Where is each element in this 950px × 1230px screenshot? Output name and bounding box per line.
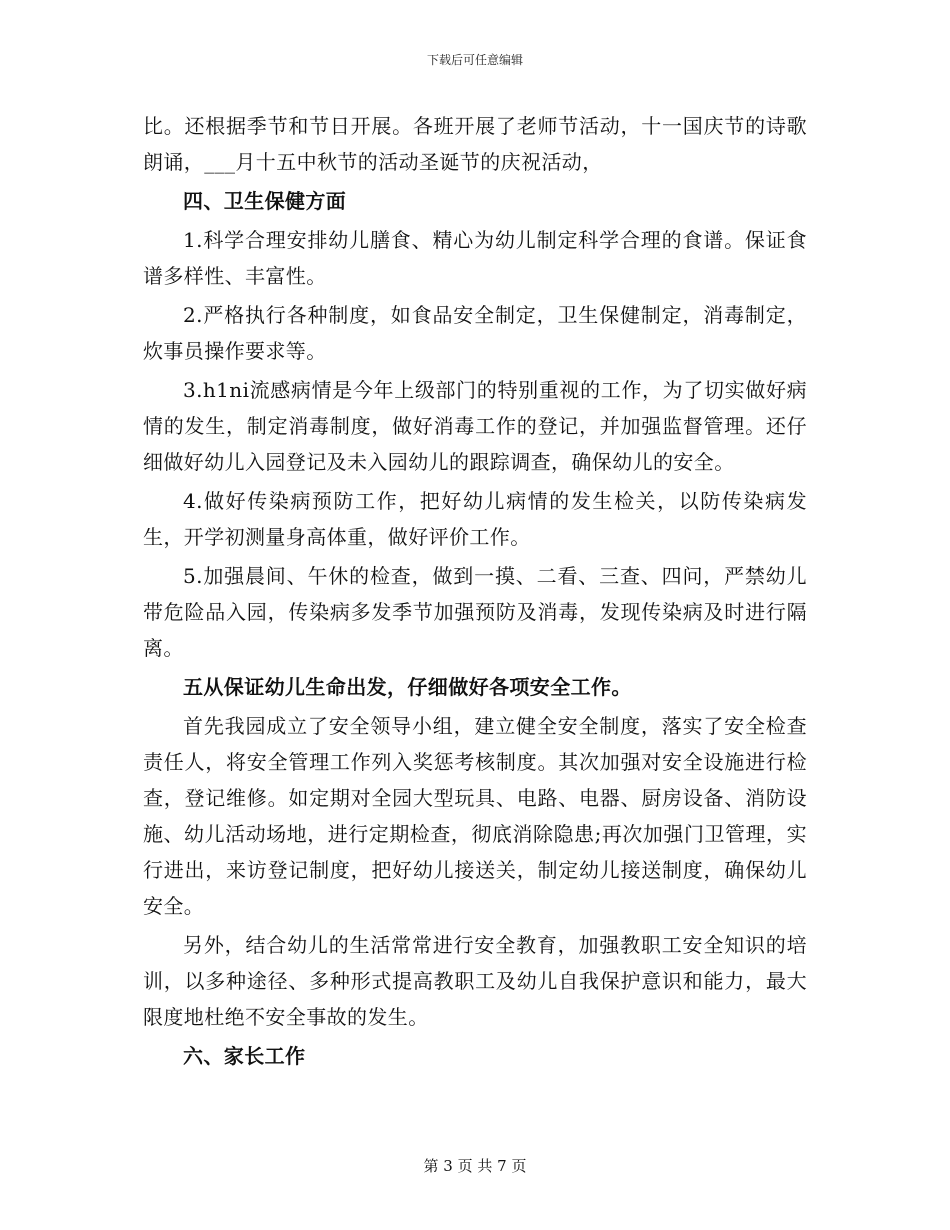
document-body — [143, 108, 807, 1074]
section-heading-parent-work: 六、家长工作 — [183, 1044, 306, 1068]
paragraph-item-5-inspection: 5.加强晨间、午休的检查，做到一摸、二看、三查、四问，严禁幼儿带危险品入园，传染病多发季节加强预防及消毒，发现传染病及时进行隔离。 — [143, 564, 807, 660]
paragraph-safety-measures: 首先我园成立了安全领导小组，建立健全安全制度，落实了安全检查责任人，将安全管理工作列入奖惩考核制度。其次加强对安全设施进行检查，登记维修。如定期对全园大型玩具、电路、电器、厨房设备、消防设施、幼儿活动场地，进行定期检查，彻底消除隐患;再次加强门卫管理，实行进出，来访登记制度，把好幼儿接送关，制定幼儿接送制度，确保幼儿安全。 — [143, 714, 807, 918]
page-number: 第 3 页 共 7 页 — [423, 1157, 527, 1175]
paragraph-item-3-flu: 3.h1ni流感病情是今年上级部门的特别重视的工作，为了切实做好病情的发生，制定消毒制度，做好消毒工作的登记，并加强监督管理。还仔细做好幼儿入园登记及未入园幼儿的跟踪调查，确保幼儿的安全。 — [143, 378, 807, 474]
paragraph-safety-education: 另外，结合幼儿的生活常常进行安全教育，加强教职工安全知识的培训，以多种途径、多种形式提高教职工及幼儿自我保护意识和能力，最大限度地杜绝不安全事故的发生。 — [143, 933, 807, 1029]
paragraph-item-4-infection: 4.做好传染病预防工作，把好幼儿病情的发生检关，以防传染病发生，开学初测量身高体重，做好评价工作。 — [143, 489, 807, 549]
section-heading-health-care: 四、卫生保健方面 — [183, 189, 347, 213]
page-header-note: 下载后可任意编辑 — [426, 53, 523, 67]
paragraph-item-2-regulations: 2.严格执行各种制度，如食品安全制定，卫生保健制定，消毒制定，炊事员操作要求等。 — [143, 303, 807, 363]
paragraph-festival-activities: 比。还根据季节和节日开展。各班开展了老师节活动，十一国庆节的诗歌朗诵，___月十五中秋节的活动圣诞节的庆祝活动， — [143, 114, 807, 174]
section-heading-safety: 五从保证幼儿生命出发，仔细做好各项安全工作。 — [183, 675, 632, 699]
paragraph-item-1-diet: 1.科学合理安排幼儿膳食、精心为幼儿制定科学合理的食谱。保证食谱多样性、丰富性。 — [143, 228, 807, 288]
